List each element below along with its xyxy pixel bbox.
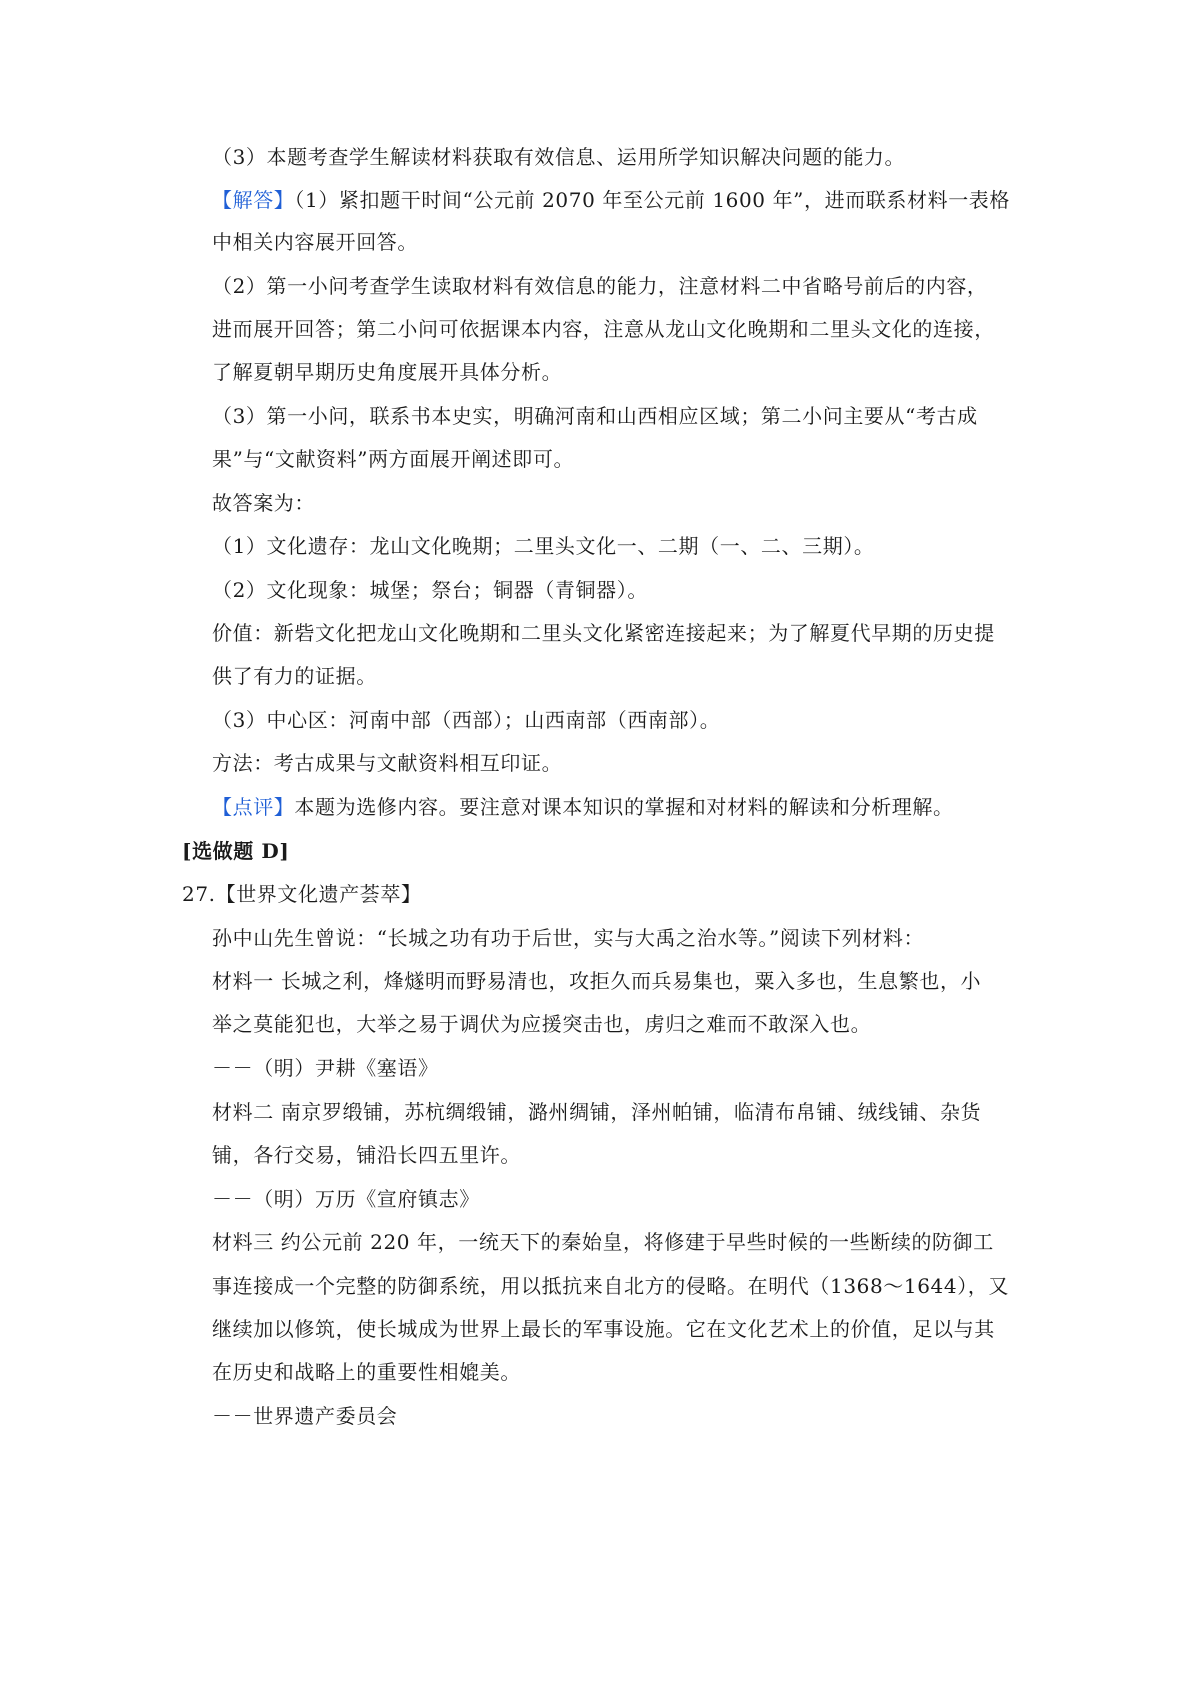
answer-tag: 【解答】 bbox=[212, 188, 295, 212]
material-2: 材料二 南京罗缎铺，苏杭绸缎铺，潞州绸铺，泽州帕铺，临清布帛铺、绒线铺、杂货 bbox=[212, 1100, 982, 1124]
answer-line: 了解夏朝早期历史角度展开具体分析。 bbox=[212, 360, 563, 384]
material-3-line: 继续加以修筑，使长城成为世界上最长的军事设施。它在文化艺术上的价值，足以与其 bbox=[212, 1317, 995, 1341]
comment-tag: 【点评】 bbox=[212, 795, 295, 819]
answer-value: 价值：新砦文化把龙山文化晚期和二里头文化紧密连接起来；为了解夏代早期的历史提 bbox=[212, 621, 995, 645]
material-3: 材料三 约公元前 220 年，一统天下的秦始皇，将修建于早些时候的一些断续的防御工 bbox=[212, 1230, 994, 1254]
comment-paragraph: 【点评】本题为选修内容。要注意对课本知识的掌握和对材料的解读和分析理解。 bbox=[212, 795, 954, 819]
answer-paragraph-1: 【解答】（1）紧扣题干时间“公元前 2070 年至公元前 1600 年”，进而联系材料一表格 bbox=[212, 188, 1011, 212]
material-1-source: －－（明）尹耕《塞语》 bbox=[212, 1056, 439, 1080]
answer-item-3: （3）中心区：河南中部（西部）；山西南部（西南部）。 bbox=[212, 708, 721, 732]
question-intro: 孙中山先生曾说：“长城之功有功于后世，实与大禹之治水等。”阅读下列材料： bbox=[212, 926, 925, 950]
answer-method: 方法：考古成果与文献资料相互印证。 bbox=[212, 751, 563, 775]
material-3-line: 事连接成一个完整的防御系统，用以抵抗来自北方的侵略。在明代（1368～1644），又 bbox=[212, 1274, 1009, 1298]
answer-line: 果”与“文献资料”两方面展开阐述即可。 bbox=[212, 447, 575, 471]
answer-heading: 故答案为： bbox=[212, 491, 315, 515]
material-3-line: 在历史和战略上的重要性相媲美。 bbox=[212, 1360, 521, 1384]
answer-paragraph-2: （2）第一小问考查学生读取材料有效信息的能力，注意材料二中省略号前后的内容， bbox=[212, 274, 988, 298]
analysis-point-3: （3）本题考查学生解读材料获取有效信息、运用所学知识解决问题的能力。 bbox=[212, 145, 906, 169]
answer-item-2: （2）文化现象：城堡；祭台；铜器（青铜器）。 bbox=[212, 578, 648, 602]
question-title: 27.【世界文化遗产荟萃】 bbox=[182, 882, 422, 906]
answer-paragraph-3: （3）第一小问，联系书本史实，明确河南和山西相应区域；第二小问主要从“考古成 bbox=[212, 404, 978, 428]
answer-line: 供了有力的证据。 bbox=[212, 664, 377, 688]
section-heading: [选做题 D] bbox=[182, 839, 290, 863]
material-1-line: 举之莫能犯也，大举之易于调伏为应援突击也，虏归之难而不敢深入也。 bbox=[212, 1012, 872, 1036]
material-2-line: 铺，各行交易，铺沿长四五里许。 bbox=[212, 1143, 521, 1167]
answer-item-1: （1）文化遗存：龙山文化晚期；二里头文化一、二期（一、二、三期）。 bbox=[212, 534, 875, 558]
material-1: 材料一 长城之利，烽燧明而野易清也，攻拒久而兵易集也，粟入多也，生息繁也，小 bbox=[212, 969, 982, 993]
answer-line: 中相关内容展开回答。 bbox=[212, 230, 418, 254]
answer-line: 进而展开回答；第二小问可依据课本内容，注意从龙山文化晚期和二里头文化的连接， bbox=[212, 317, 995, 341]
material-3-source: －－世界遗产委员会 bbox=[212, 1404, 398, 1428]
material-2-source: －－（明）万历《宣府镇志》 bbox=[212, 1187, 480, 1211]
